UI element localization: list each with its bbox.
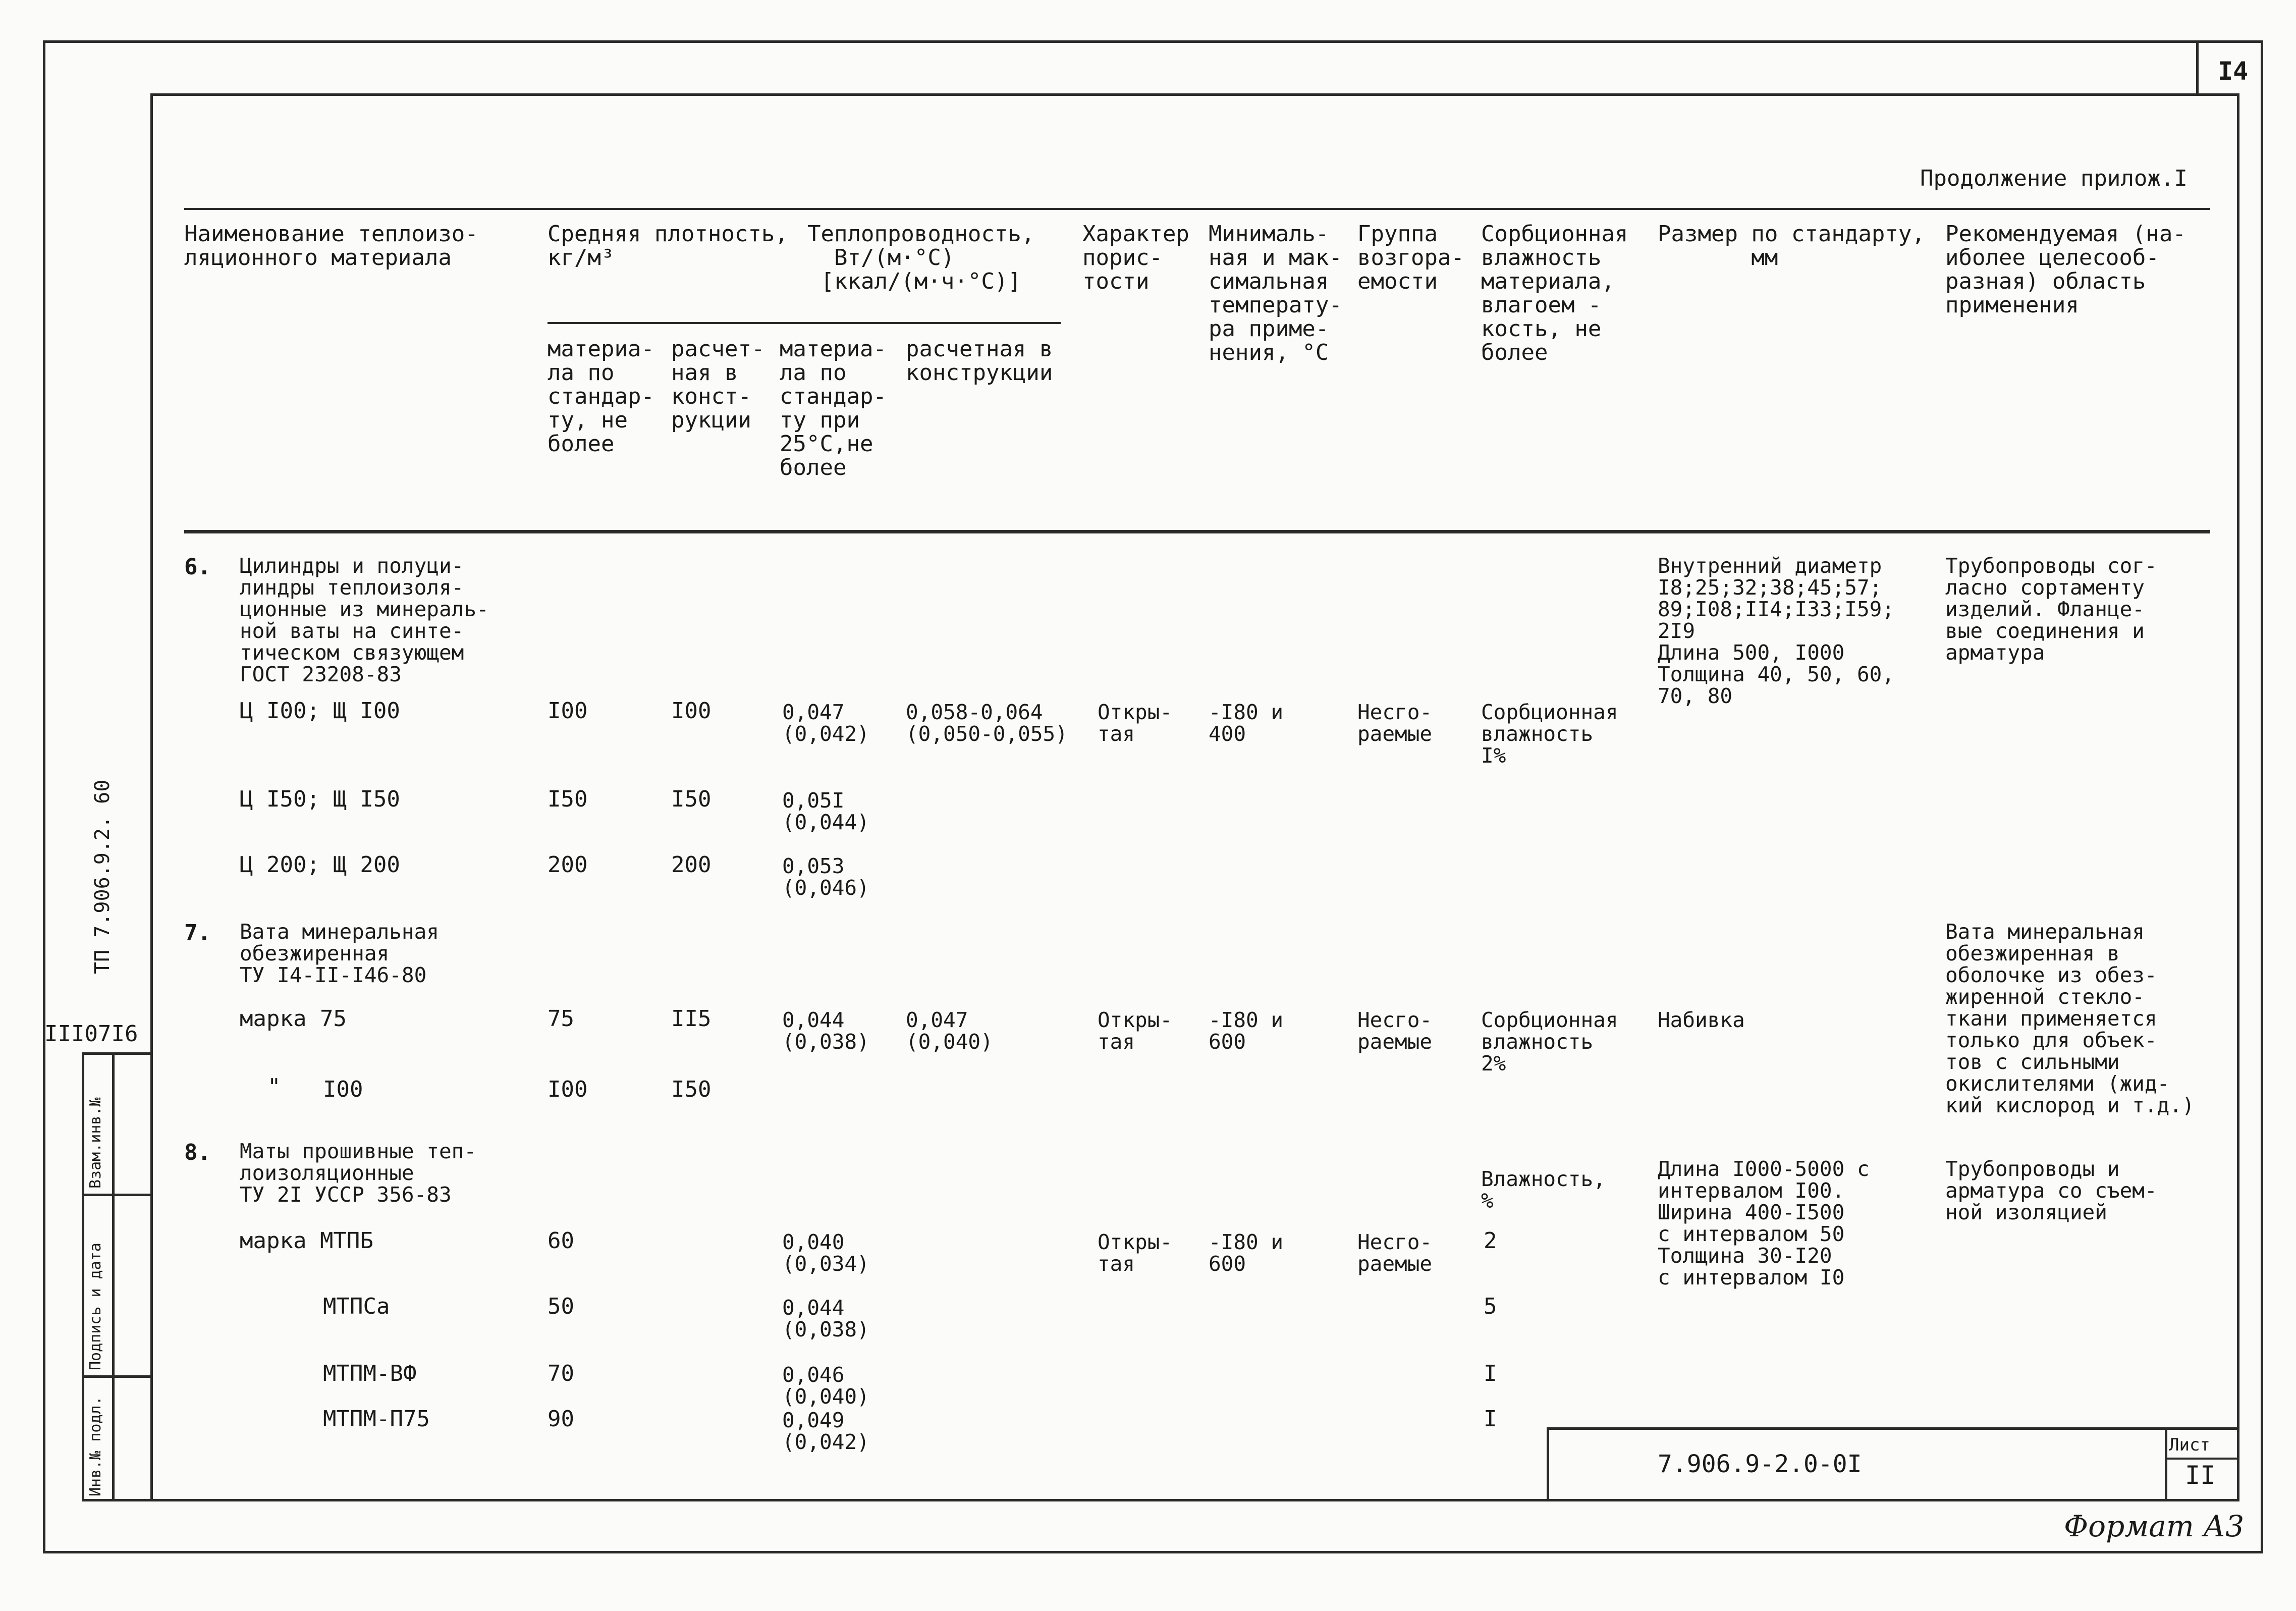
header-name: Наименование теплоизо- ляционного материала [184,221,478,271]
row-7-1-fire-group: Несго- раемые [1357,1008,1433,1054]
row-6-2-cond-std: 0,05I (0,044) [782,788,869,834]
row-6-1-temperature: -I80 и 400 [1209,700,1284,746]
row-8-4-cond-std: 0,049 (0,042) [782,1408,869,1454]
page-number-divider [2196,40,2199,93]
section-7-number: 7. [184,920,211,946]
subheader-cond-std: материа- ла по стандар- ту при 25°С,не более [780,336,887,480]
section-8-number: 8. [184,1140,211,1165]
format-label: Формат А3 [2064,1509,2245,1543]
title-block [1547,1427,2239,1501]
section-8-sorption-head: Влажность, % [1481,1167,1606,1213]
row-6-2-density-std: I50 [548,786,588,812]
row-8-1-sorption: 2 [1484,1228,1497,1254]
side-inventory-number: III07I6 [44,1021,138,1047]
header-sorption: Сорбционная влажность материала, влагоем - кость, не более [1481,221,1628,365]
section-8-size: Длина I000-5000 с интервалом I00. Ширина 400-I500 с интервалом 50 Толщина 30-I20 с интервалом I0 [1658,1157,1870,1290]
side-field-inventory: Инв.№ подл. [87,1396,104,1496]
row-8-3-density-std: 70 [548,1361,574,1386]
row-6-3-density-std: 200 [548,852,588,878]
header-sub-rule [548,322,1061,324]
row-7-1-name: марка 75 [240,1006,347,1032]
row-7-1-sorption: Сорбционная влажность 2% [1481,1008,1618,1076]
row-7-1-density-calc: II5 [671,1006,712,1032]
section-6-number: 6. [184,554,211,580]
row-8-1-temperature: -I80 и 600 [1209,1230,1284,1276]
header-temperature: Минималь- ная и мак- симальная температу- ра приме- нения, °С [1209,221,1342,365]
title-block-sheet-rule [2165,1458,2239,1460]
section-7-area: Вата минеральная обезжиренная в оболочке из обез- жиренной стекло- ткани применяется только для объек- тов с сильными окислителями (жид- кий кислород и т.д.) [1945,920,2195,1117]
header-size: Размер по стандарту, мм [1658,221,1925,271]
row-7-1-temperature: -I80 и 600 [1209,1008,1284,1054]
row-7-1-size: Набивка [1658,1008,1745,1032]
subheader-density-std: материа- ла по стандар- ту, не более [548,336,654,457]
row-7-2-name: I00 [323,1077,363,1102]
section-6-size: Внутренний диаметр I8;25;32;38;45;57; 89;I08;II4;I33;I59; 2I9 Длина 500, I000 Толщина 40, 50, 60, 70, 80 [1658,554,1894,708]
row-8-1-porosity: Откры- тая [1098,1230,1173,1276]
row-8-1-name: марка МТПБ [240,1228,373,1254]
section-7-title: Вата минеральная обезжиренная ТУ I4-II-I46-80 [240,920,439,987]
row-6-3-density-calc: 200 [671,852,712,878]
subheader-density-calc: расчет- ная в конст- рукции [671,336,765,433]
section-8-title: Маты прошивные теп- лоизоляционные ТУ 2I УССР 356-83 [240,1139,476,1207]
header-bottom-rule [184,530,2210,533]
row-6-3-cond-std: 0,053 (0,046) [782,854,869,900]
row-8-4-sorption: I [1484,1406,1497,1432]
row-6-1-sorption: Сорбционная влажность I% [1481,700,1618,768]
side-field-replacement: Взам.инв.№ [87,1097,104,1189]
row-7-2-density-std: I00 [548,1077,588,1102]
row-8-3-name: МТПМ-ВФ [323,1361,417,1386]
section-8-area: Трубопроводы и арматура со съем- ной изоляцией [1945,1157,2157,1224]
header-fire-group: Группа возгора- емости [1357,221,1464,294]
row-6-1-cond-std: 0,047 (0,042) [782,700,869,746]
row-8-2-density-std: 50 [548,1294,574,1319]
row-6-2-density-calc: I50 [671,786,712,812]
header-area: Рекомендуемая (на- иболее целесооб- разная) область применения [1945,221,2186,318]
row-8-1-cond-std: 0,040 (0,034) [782,1230,869,1276]
row-7-1-density-std: 75 [548,1006,574,1032]
row-6-1-name: Ц I00; Щ I00 [240,698,400,724]
row-8-4-density-std: 90 [548,1406,574,1432]
side-document-code: ТП 7.906.9.2. 60 [91,779,114,974]
side-field-signature: Подпись и дата [87,1243,104,1370]
row-6-3-name: Ц 200; Щ 200 [240,852,400,878]
title-block-divider [2165,1427,2167,1501]
row-7-2-density-calc: I50 [671,1077,712,1102]
header-conductivity: Теплопроводность, Вт/(м·°С) [ккал/(м·ч·°С)] [807,221,1035,294]
row-8-3-cond-std: 0,046 (0,040) [782,1363,869,1409]
row-7-1-cond-std: 0,044 (0,038) [782,1008,869,1054]
header-density: Средняя плотность, кг/м³ [548,221,788,271]
side-stamp-rule-2 [82,1375,150,1378]
inner-frame [150,93,2239,1501]
row-6-1-density-calc: I00 [671,698,712,724]
subheader-cond-calc: расчетная в конструкции [906,336,1053,386]
row-6-2-name: Ц I50; Щ I50 [240,786,400,812]
header-top-rule [184,208,2210,210]
row-7-2-ditto-mark: " [267,1074,281,1100]
row-8-1-density-std: 60 [548,1228,574,1254]
document-code: 7.906.9-2.0-0I [1658,1450,1862,1478]
section-6-area: Трубопроводы сог- ласно сортаменту изделий. Фланце- вые соединения и арматура [1945,554,2157,665]
sheet-number: II [2185,1461,2216,1490]
row-8-2-sorption: 5 [1484,1294,1497,1319]
side-stamp-rule-1 [82,1194,150,1196]
row-8-3-sorption: I [1484,1361,1497,1386]
row-6-1-fire-group: Несго- раемые [1357,700,1433,746]
sheet-label: Лист [2169,1435,2210,1455]
continuation-note: Продолжение прилож.I [1920,166,2188,191]
row-8-4-name: МТПМ-П75 [323,1406,430,1432]
row-6-1-porosity: Откры- тая [1098,700,1173,746]
section-6-title: Цилиндры и полуци- линдры теплоизоля- ционные из минераль- ной ваты на синте- тическом связующем ГОСТ 23208-83 [240,554,489,686]
header-porosity: Характер порис- тости [1082,221,1189,294]
row-8-1-fire-group: Несго- раемые [1357,1230,1433,1276]
row-7-1-cond-calc: 0,047 (0,040) [906,1008,993,1054]
row-8-2-cond-std: 0,044 (0,038) [782,1296,869,1341]
row-8-2-name: МТПСа [323,1294,390,1319]
row-6-1-cond-calc: 0,058-0,064 (0,050-0,055) [906,700,1068,746]
page-number: I4 [2218,57,2249,86]
side-stamp-divider [112,1052,115,1501]
row-7-1-porosity: Откры- тая [1098,1008,1173,1054]
row-6-1-density-std: I00 [548,698,588,724]
